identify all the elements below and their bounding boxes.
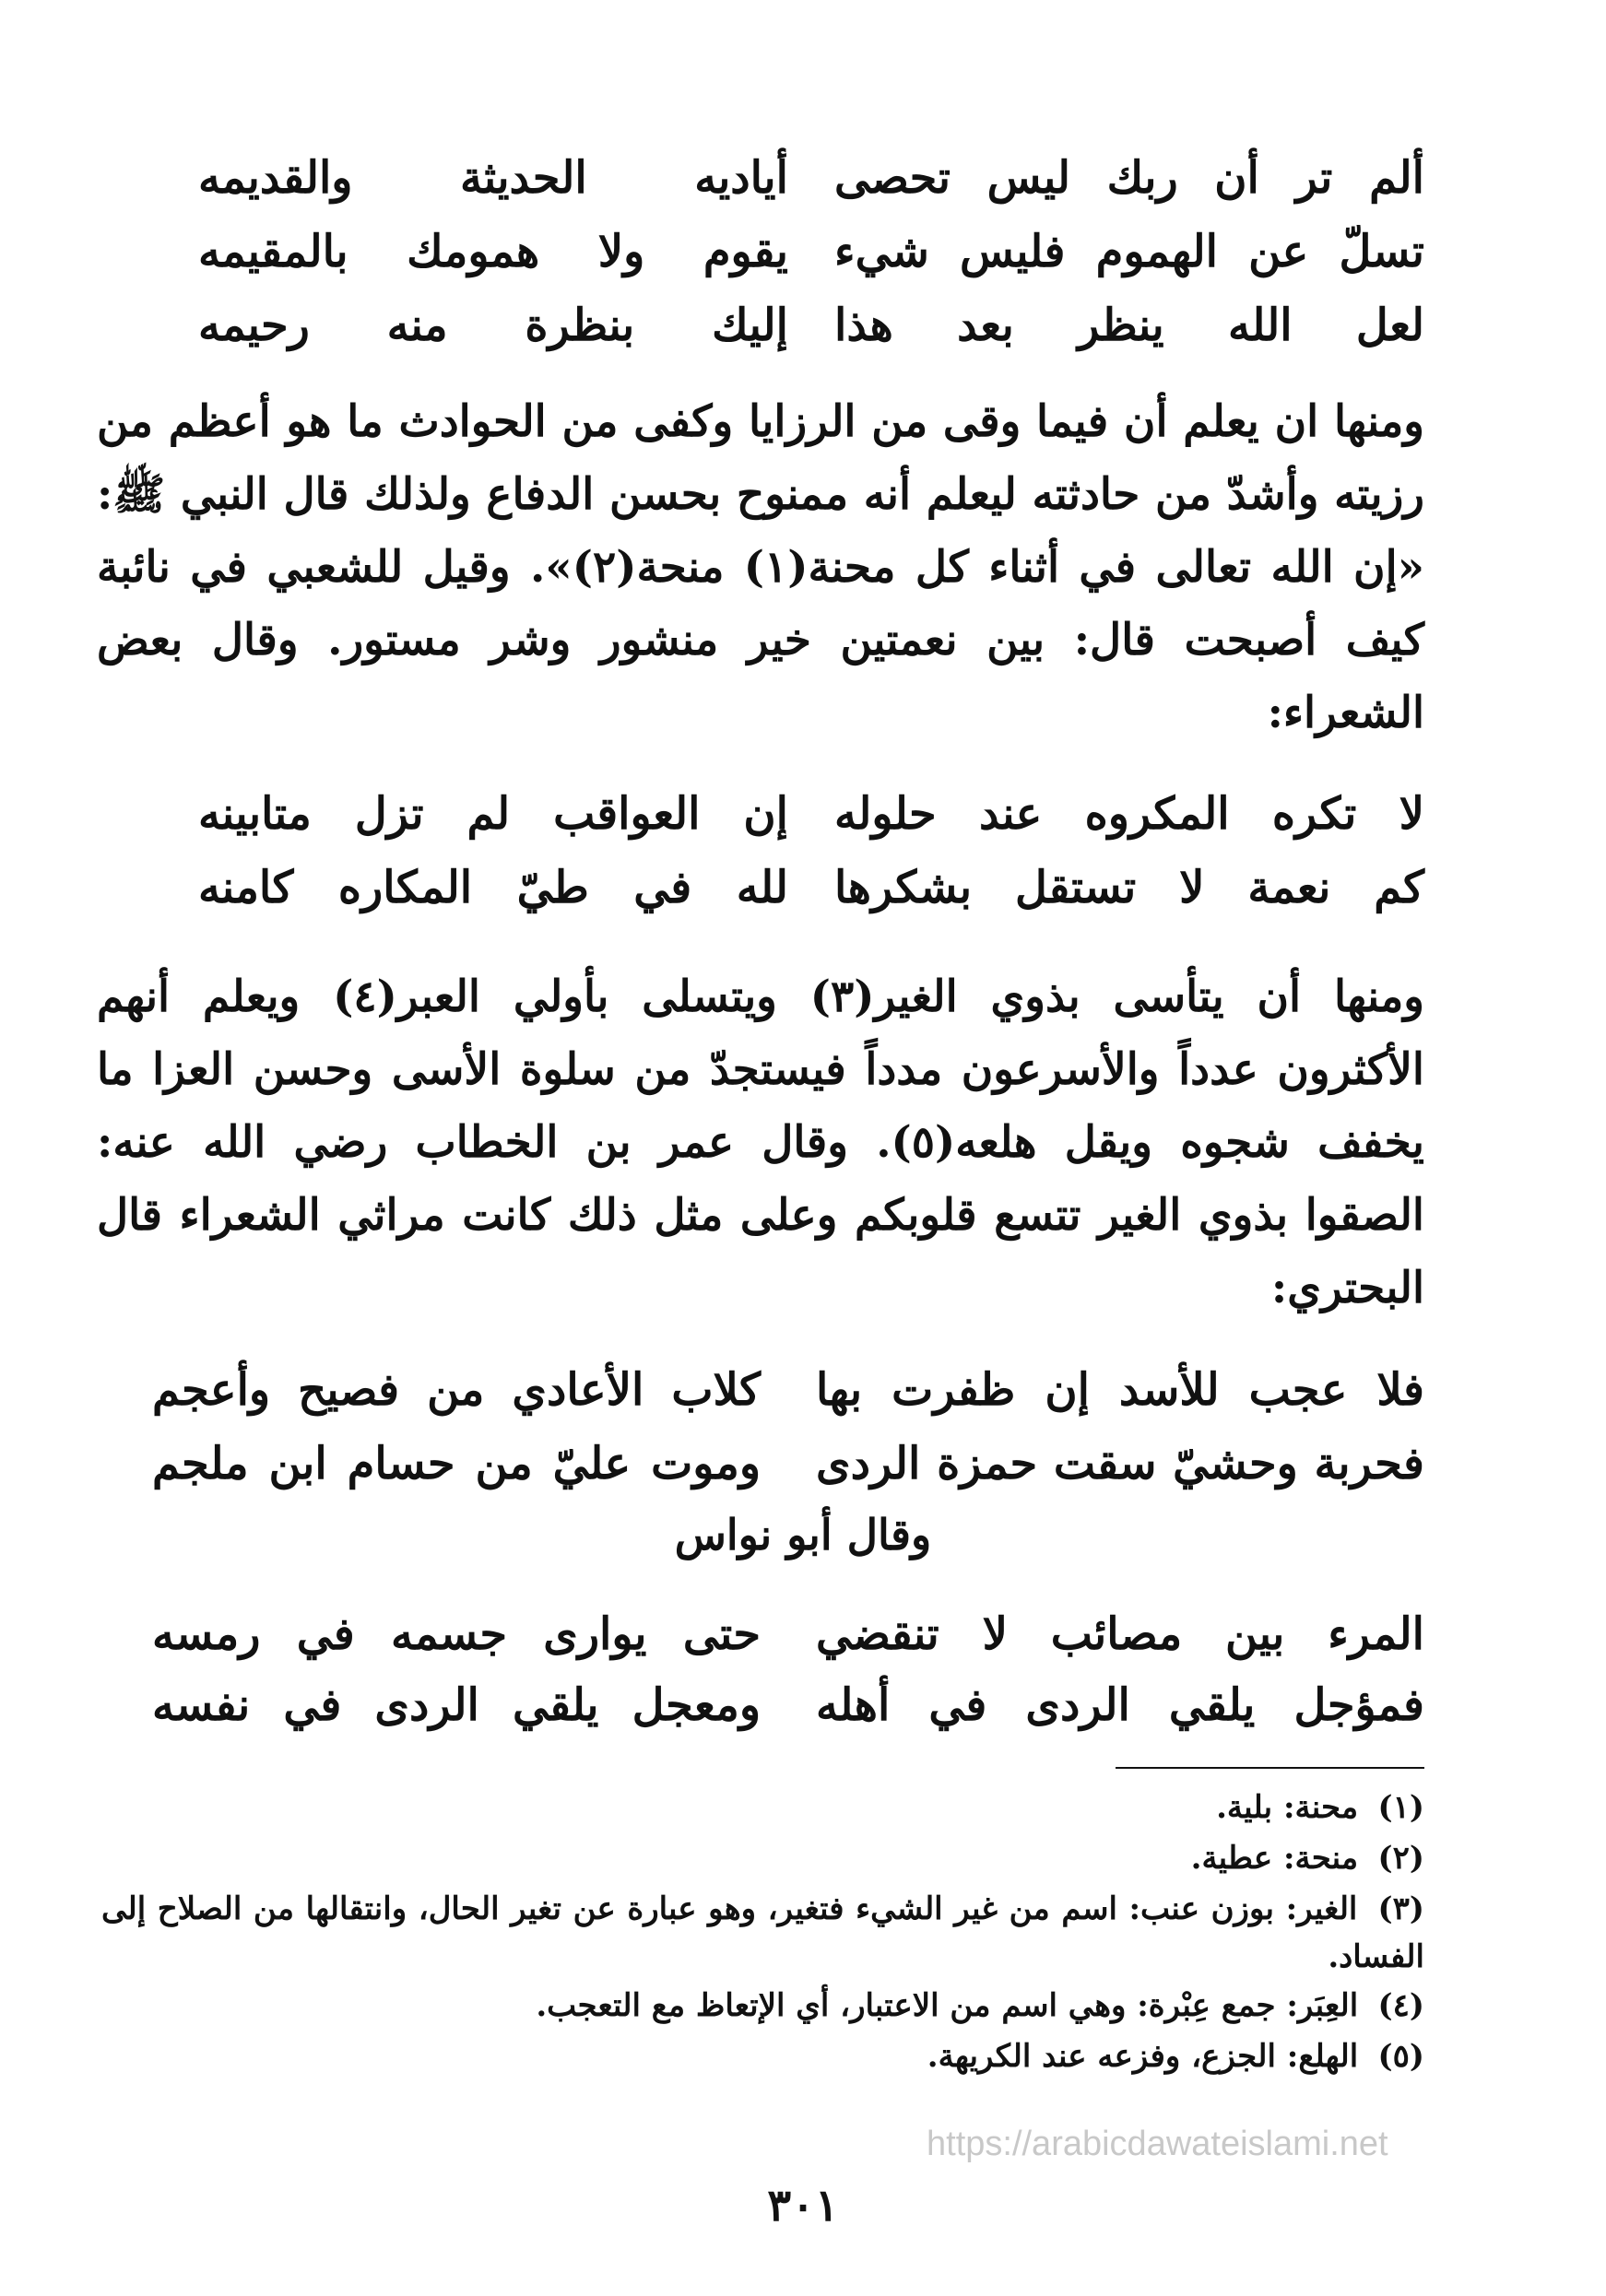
footnote-number: (٤)	[1377, 1987, 1424, 2024]
verse-first-hemistich: ألم تر أن ربك ليس تحصى	[834, 152, 1424, 204]
footnote-number: (٥)	[1377, 2038, 1424, 2075]
verse-first-hemistich: لا تكره المكروه عند حلوله	[834, 788, 1424, 840]
footnote-number: (٢)	[1377, 1840, 1424, 1877]
paragraph: ومنها أن يتأسى بذوي الغير(٣) ويتسلى بأولي العبر(٤) ويعلم أنهم الأكثرون عدداً والأسرعون مدداً فيستجدّ من سلوة الأسى وحسن العزا ما يخفف شجوه ويقل هلعه(٥). وقال عمر بن الخطاب رضي الله عنه: الصقوا بذوي الغير تتسع قلوبكم وعلى مثل ذلك كانت مراثي الشعراء قال البحتري:	[97, 971, 1424, 1313]
verse-first-hemistich: تسلّ عن الهموم فليس شيء	[834, 226, 1424, 277]
footnote-text: العِبَر: جمع عِبْرة: وهي اسم من الاعتبار، أي الإتعاظ مع التعجب.	[536, 1987, 1359, 2024]
verse-line	[152, 1364, 1424, 1436]
verse-second-hemistich: ومعجل يلقي الردى في نفسه	[152, 1679, 761, 1731]
watermark-url: https://arabicdawateislami.net	[927, 2125, 1388, 2163]
page-number: ٣٠١	[767, 2180, 839, 2231]
footnote-text: الغير: بوزن عنب: اسم من غير الشيء فتغير، وهو عبارة عن تغير الحال، وانتقالها من الصلاح إلى الفساد.	[101, 1890, 1424, 1975]
verse-second-hemistich: لله في طيّ المكاره كامنه	[198, 862, 788, 913]
footnote-divider	[1116, 1767, 1424, 1769]
verse-line	[152, 1679, 1424, 1751]
verse-line	[152, 1608, 1424, 1680]
verse-second-hemistich: وموت عليّ من حسام ابن ملجم	[152, 1438, 761, 1489]
verse-line	[198, 862, 1424, 934]
footnote	[101, 1885, 1424, 1981]
verse-second-hemistich: حتى يوارى جسمه في رمسه	[152, 1608, 761, 1660]
verse-line	[152, 1438, 1424, 1510]
footnote-text: الهلع: الجزع، وفزعه عند الكريهة.	[927, 2038, 1359, 2075]
verse-first-hemistich: فمؤجل يلقي الردى في أهله	[816, 1679, 1424, 1731]
verse-first-hemistich: لعل الله ينظر بعد هذا	[834, 300, 1424, 351]
verse-second-hemistich: إن العواقب لم تزل متابينه	[198, 788, 788, 840]
verse-second-hemistich: يقوم ولا همومك بالمقيمه	[198, 226, 788, 277]
footnote-number: (٣)	[1377, 1890, 1424, 1927]
verse-line	[198, 300, 1424, 371]
footnote	[101, 1784, 1424, 1831]
verse-first-hemistich: فلا عجب للأسد إن ظفرت بها	[816, 1364, 1424, 1416]
verse-second-hemistich: كلاب الأعادي من فصيح وأعجم	[152, 1364, 761, 1416]
verse-line	[198, 226, 1424, 298]
verse-first-hemistich: كم نعمة لا تستقل بشكرها	[834, 862, 1424, 913]
footnote-text: محنة: بلية.	[1216, 1789, 1359, 1826]
footnote	[101, 1834, 1424, 1882]
verse-second-hemistich: أياديه الحديثة والقديمه	[198, 152, 788, 204]
verse-line	[198, 152, 1424, 224]
poet-intro: وقال أبو نواس	[674, 1510, 932, 1560]
footnote-number: (١)	[1377, 1789, 1424, 1826]
footnote	[101, 2032, 1424, 2080]
paragraph: ومنها ان يعلم أن فيما وقى من الرزايا وكفى من الحوادث ما هو أعظم من رزيته وأشدّ من حادثته ليعلم أنه ممنوح بحسن الدفاع ولذلك قال النبي ﷺ: «إن الله تعالى في أثناء كل محنة(١) منحة(٢)». وقيل للشعبي في نائبة كيف أصبحت قال: بين نعمتين خير منشور وشر مستور. وقال بعض الشعراء:	[97, 396, 1425, 738]
verse-first-hemistich: المرء بين مصائب لا تنقضي	[816, 1608, 1424, 1660]
footnote-text: منحة: عطية.	[1190, 1840, 1359, 1877]
verse-first-hemistich: فحربة وحشيّ سقت حمزة الردى	[816, 1438, 1424, 1489]
verse-line	[198, 788, 1424, 860]
verse-second-hemistich: إليك بنظرة منه رحيمه	[198, 300, 788, 351]
footnote	[101, 1982, 1424, 2030]
